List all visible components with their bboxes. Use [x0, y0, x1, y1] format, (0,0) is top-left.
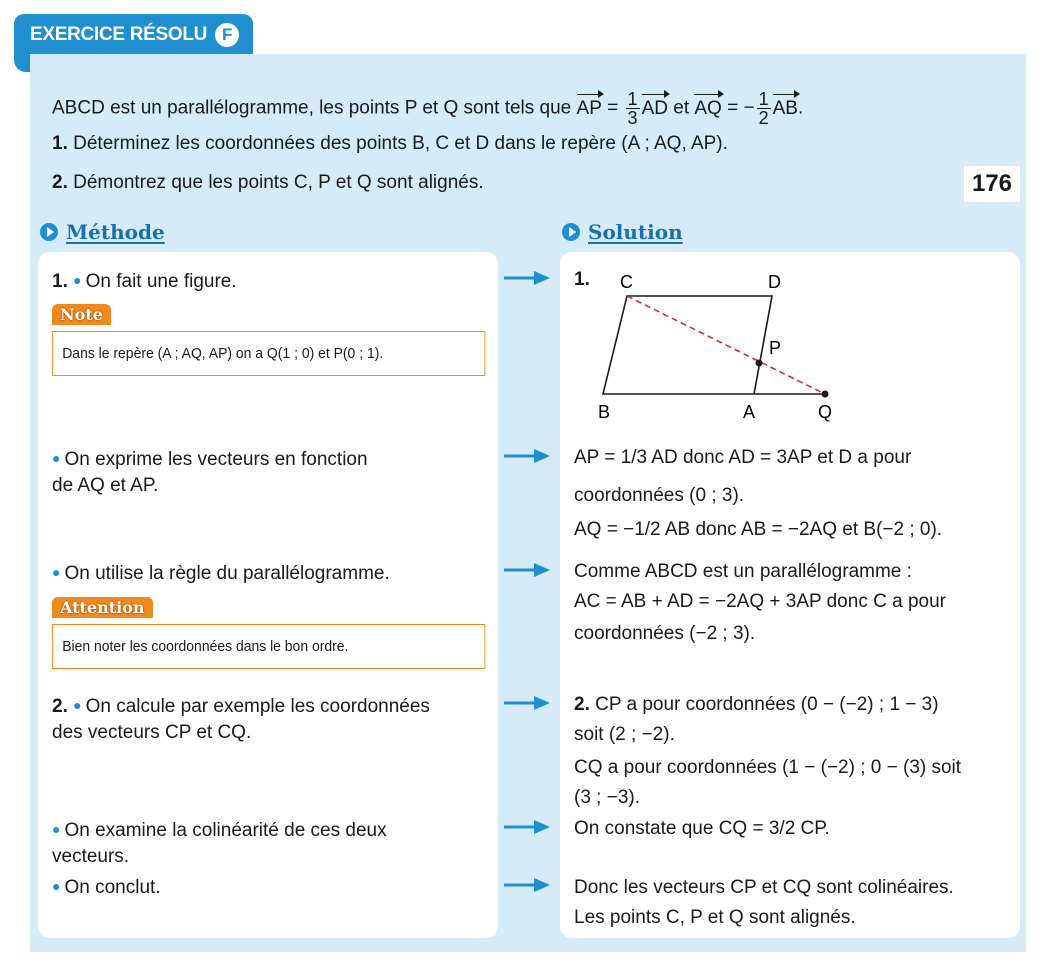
- vector-aq: AQ: [694, 97, 722, 119]
- exercise-letter-badge: F: [215, 23, 239, 47]
- solution-aq-relation: AQ = −1/2 AB donc AB = −2AQ et B(−2 ; 0).: [574, 519, 943, 540]
- attention-box: [52, 624, 485, 669]
- arrow-right-icon: [504, 696, 552, 710]
- label-c: C: [620, 272, 633, 292]
- label-a: A: [743, 402, 756, 422]
- parallelogram-figure: [570, 266, 870, 426]
- solution-collinearity: On constate que CQ = 3/2 CP.: [574, 818, 830, 839]
- methode-step-5a: ● On examine la colinéarité de ces deux: [52, 820, 387, 841]
- bullet-icon: ●: [73, 697, 82, 713]
- solution-cp-result: soit (2 ; −2).: [574, 724, 675, 745]
- methode-step-5b: vecteurs.: [52, 846, 130, 867]
- methode-step-1: 1. ● On fait une figure.: [52, 271, 237, 292]
- solution-cq-result: (3 ; −3).: [574, 787, 640, 808]
- arrow-right-icon: [504, 820, 552, 834]
- solution-conclusion-2: Les points C, P et Q sont alignés.: [574, 907, 856, 928]
- methode-step-4b: des vecteurs CP et CQ.: [52, 722, 252, 743]
- statement-intro: ABCD est un parallélogramme, les points P et Q sont tels que AP = $\frac{1}{3}$ AD et AQ = − $\frac{1}{2}$ AB.: [52, 89, 804, 128]
- solution-cp-coordinates: 2. CP a pour coordonnées (0 − (−2) ; 1 − 3): [574, 694, 939, 715]
- note-text: Dans le repère (A ; AQ, AP) on a Q(1 ; 0) et P(0 ; 1).: [62, 345, 384, 362]
- point-p: [756, 360, 763, 367]
- bullet-icon: ●: [52, 878, 61, 894]
- solution-cq-coordinates: CQ a pour coordonnées (1 − (−2) ; 0 − (3) soit: [574, 757, 962, 778]
- bullet-icon: ●: [52, 450, 61, 466]
- note-label: Note: [52, 304, 111, 325]
- solution-ap-relation: AP = 1/3 AD donc AD = 3AP et D a pour: [574, 447, 912, 468]
- label-q: Q: [818, 402, 833, 422]
- solution-step-1-number: 1.: [574, 269, 590, 290]
- arrow-right-icon: [504, 563, 552, 577]
- question-1: 1. Déterminez les coordonnées des points B, C et D dans le repère (A ; AQ, AP).: [52, 133, 728, 154]
- parallelogram-abcd: [603, 296, 772, 394]
- play-icon: [40, 223, 58, 241]
- solution-heading: Solution: [562, 220, 683, 244]
- methode-step-4a: 2. ● On calcule par exemple les coordonnées: [52, 696, 430, 717]
- fraction-one-third: $\frac{1}{3}$: [627, 89, 638, 128]
- bullet-icon: ●: [52, 564, 61, 580]
- solution-conclusion-1: Donc les vecteurs CP et CQ sont colinéaires.: [574, 877, 954, 898]
- methode-step-2a: ● On exprime les vecteurs en fonction: [52, 449, 368, 470]
- methode-step-3: ● On utilise la règle du parallélogramme.: [52, 563, 390, 584]
- vector-ab: AB: [772, 97, 798, 119]
- methode-heading: Méthode: [40, 220, 165, 244]
- note-box: [52, 331, 485, 376]
- vector-ad: AD: [641, 97, 668, 119]
- bullet-icon: ●: [52, 821, 61, 837]
- exercise-tab-label: EXERCICE RÉSOLU: [30, 24, 208, 45]
- point-q: [822, 391, 829, 398]
- play-icon: [562, 223, 580, 241]
- solution-d-coordinates: coordonnées (0 ; 3).: [574, 485, 745, 506]
- label-b: B: [598, 402, 611, 422]
- arrow-right-icon: [504, 878, 552, 892]
- arrow-right-icon: [504, 271, 552, 285]
- vector-ap: AP: [576, 97, 602, 119]
- solution-ac-relation: AC = AB + AD = −2AQ + 3AP donc C a pour: [574, 591, 946, 612]
- question-2: 2. Démontrez que les points C, P et Q sont alignés.: [52, 172, 484, 193]
- arrow-right-icon: [504, 449, 552, 463]
- exercise-tab: [14, 14, 253, 56]
- label-d: D: [768, 272, 781, 292]
- attention-label: Attention: [52, 597, 153, 618]
- solution-parallelogram: Comme ABCD est un parallélogramme :: [574, 561, 912, 582]
- methode-step-6: ● On conclut.: [52, 877, 161, 898]
- fraction-one-half: $\frac{1}{2}$: [758, 89, 769, 128]
- exercise-reference-number: 176: [964, 166, 1020, 202]
- methode-step-2b: de AQ et AP.: [52, 475, 159, 496]
- solution-c-coordinates: coordonnées (−2 ; 3).: [574, 623, 756, 644]
- label-p: P: [769, 338, 782, 358]
- bullet-icon: ●: [73, 272, 82, 288]
- attention-text: Bien noter les coordonnées dans le bon ordre.: [62, 638, 349, 655]
- line-cq-dashed: [627, 296, 825, 394]
